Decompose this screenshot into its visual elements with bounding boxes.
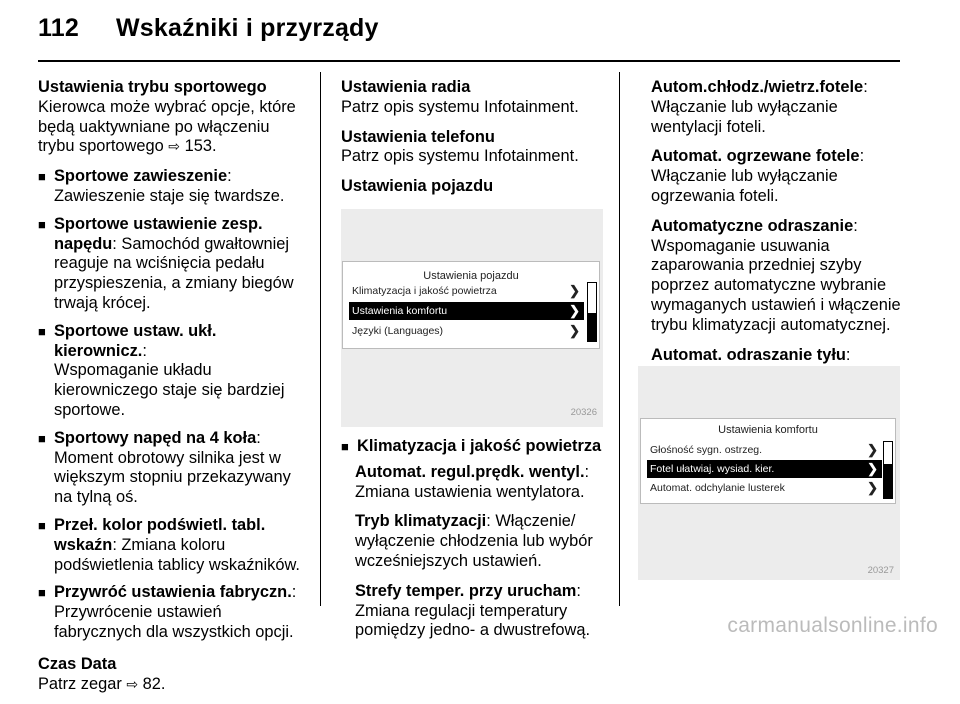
chevron-right-icon: ❯ [867,442,878,457]
sport-item-label: Przeł. kolor podświetl. tabl. wskaźn [54,515,266,554]
menu-row-label: Fotel ułatwiaj. wysiad. kier. [650,463,775,475]
menu-row-label: Automat. odchylanie lusterek [650,482,785,494]
seat-item-text: Włączanie lub wyłączanie ogrzewania foteli. [651,167,838,205]
image-number: 20326 [570,407,597,419]
climate-list [341,463,606,641]
scrollbar[interactable] [883,441,893,499]
column-1 [38,78,308,704]
climate-item-text: Zmiana ustawienia wentylatora. [355,482,585,501]
page-ref-arrow-icon: ⇨ [168,138,181,155]
dialog-title: Ustawienia pojazdu [423,269,519,282]
menu-row[interactable] [349,322,584,340]
climate-item-label: Automat. regul.prędk. wentyl. [355,462,585,481]
chevron-right-icon: ❯ [569,302,580,318]
page-number: 112 [38,14,79,42]
menu-row-label: Głośność sygn. ostrzeg. [650,444,763,456]
sport-item-text: Moment obrotowy silnika jest w większym stopniu przekazywany na tylną oś. [54,448,291,507]
page-header [38,14,379,43]
chevron-right-icon: ❯ [867,461,878,476]
climate-item: Automat. regul.prędk. wentyl.: Zmiana ustawienia wentylatora. [355,462,590,501]
chevron-right-icon: ❯ [867,480,878,495]
clock-heading: Czas Data [38,654,117,673]
clock-ref: 82. [142,674,166,693]
sport-item-label: Sportowe ustaw. ukł. kierownicz. [54,321,217,360]
comfort-settings-screen [638,366,900,580]
sport-intro: Kierowca może wybrać opcje, które będą uaktywniane po włączeniu trybu sportowego [38,97,296,156]
sport-section [38,78,308,157]
sport-item: ■ Przeł. kolor podświetl. tabl. wskaźn: Zmiana koloru podświetlenia tablicy wskaźników. [38,516,308,575]
climate-item-label: Tryb klimatyzacji [355,512,487,531]
menu-row-label: Języki (Languages) [352,324,444,337]
climate-item-label: Strefy temper. przy urucham [355,581,577,600]
defrost-item: Automatyczne odraszanie: Wspomaganie usuwania zaparowania przedniej szyby poprzez automatyczne wybranie wymaganych ustawień i włączenie trybu klimatyzacji automatycznej. [651,216,901,334]
sport-item-label: Sportowe zawieszenie [54,167,228,186]
chevron-right-icon: ❯ [569,282,580,298]
defrost-item-label: Automatyczne odraszanie [651,216,854,235]
menu-row-label: Ustawienia komfortu [352,304,448,317]
watermark: carmanualsonline.info [727,614,938,637]
sport-item: ■ Sportowy napęd na 4 koła: Moment obrotowy silnika jest w większym stopniu przekazywany na tylną oś. [38,429,308,508]
sport-item-text: Przywrócenie ustawień fabrycznych dla wszystkich opcji. [54,603,294,641]
scrollbar-thumb[interactable] [588,313,596,341]
climate-bullet [341,437,606,457]
climate-item: Tryb klimatyzacji: Włączenie/ wyłączenie chłodzenia lub wybór wcześniejszych ustawień. [355,512,593,570]
phone-heading: Ustawienia telefonu [341,127,495,146]
sport-item-label: Przywróć ustawienia fabryczn. [54,583,292,602]
column-2 [341,78,606,651]
climate-item: Strefy temper. przy urucham: Zmiana regulacji temperatury pomiędzy jedno- a dwustrefową. [355,581,591,640]
clock-section [38,655,308,695]
sport-item-text: Samochód gwałtowniej reaguje na wciśnięcia pedału przyspieszenia, a zmiany biegów trwają krócej. [54,234,294,312]
menu-row[interactable] [647,479,882,497]
header-divider [38,60,900,62]
scrollbar-thumb[interactable] [884,464,892,498]
page-title: Wskaźniki i przyrządy [116,14,379,42]
clock-text: Patrz zegar [38,674,122,693]
dialog [640,418,896,504]
chevron-right-icon: ❯ [569,322,580,338]
seat-item: Autom.chłodz./wietrz.fotele: Włączanie lub wyłączanie wentylacji foteli. [651,78,868,136]
dialog-title: Ustawienia komfortu [718,424,818,436]
climate-bullet-label: Klimatyzacja i jakość powietrza [357,436,602,455]
column-divider-2 [619,72,620,606]
radio-text: Patrz opis systemu Infotainment. [341,97,579,116]
sport-item-text: Wspomaganie układu kierowniczego staje się bardziej sportowe. [54,361,285,419]
seat-item: Automat. ogrzewane fotele: Włączanie lub wyłączanie ogrzewania foteli. [651,147,865,205]
sport-item: ■ Sportowe ustaw. ukł. kierownicz.: Wspomaganie układu kierowniczego staje się bardziej sportowe. [38,322,308,421]
sport-item-label: Sportowy napęd na 4 koła [54,428,257,447]
menu-row[interactable] [349,282,584,300]
column-divider-1 [320,72,321,606]
dialog [342,261,600,349]
radio-heading: Ustawienia radia [341,78,471,96]
menu-row-selected[interactable] [647,460,882,478]
rear-defrost-item-label: Automat. odraszanie tyłu [651,345,846,364]
image-number: 20327 [867,565,894,576]
defrost-item-text: Wspomaganie usuwania zaparowania przedniej szyby poprzez automatyczne wybranie wymaganych ustawień i włączenie trybu klimatyzacji automatycznej. [651,236,901,334]
vehicle-settings-screen [341,209,603,427]
sport-item-label: Sportowe ustawienie zesp. napędu [54,214,263,253]
column-3 [651,78,903,415]
menu-row-label: Klimatyzacja i jakość powietrza [352,284,497,297]
seat-item-label: Autom.chłodz./wietrz.fotele [651,78,864,96]
menu-row-selected[interactable] [349,302,584,320]
scrollbar[interactable] [587,282,597,342]
seat-item-text: Włączanie lub wyłączanie wentylacji foteli. [651,97,838,136]
seat-item-label: Automat. ogrzewane fotele [651,147,860,166]
page-ref-arrow-icon: ⇨ [126,675,139,692]
rear-defrost-item: Automat. odraszanie tyłu: [651,346,903,405]
sport-item-text: Zmiana koloru podświetlenia tablicy wskaźników. [54,535,300,574]
sport-item-text: Zawieszenie staje się twardsze. [54,186,285,205]
sport-item: ■ Sportowe ustawienie zesp. napędu: Samochód gwałtowniej reaguje na wciśnięcia pedału przyspieszenia, a zmiany biegów trwają krócej. [38,215,308,314]
climate-item-text: Włączenie/ wyłączenie chłodzenia lub wybór wcześniejszych ustawień. [355,512,593,570]
sport-item: ■ Przywróć ustawienia fabryczn.: Przywrócenie ustawień fabrycznych dla wszystkich opcji. [38,583,308,642]
sport-ref: 153. [184,137,217,156]
climate-item-text: Zmiana regulacji temperatury pomiędzy jedno- a dwustrefową. [355,601,591,640]
sport-heading: Ustawienia trybu sportowego [38,78,267,96]
menu-row[interactable] [647,441,882,459]
vehicle-heading: Ustawienia pojazdu [341,177,494,196]
sport-item: ■ Sportowe zawieszenie: Zawieszenie staje się twardsze. [38,167,308,207]
phone-text: Patrz opis systemu Infotainment. [341,147,579,166]
